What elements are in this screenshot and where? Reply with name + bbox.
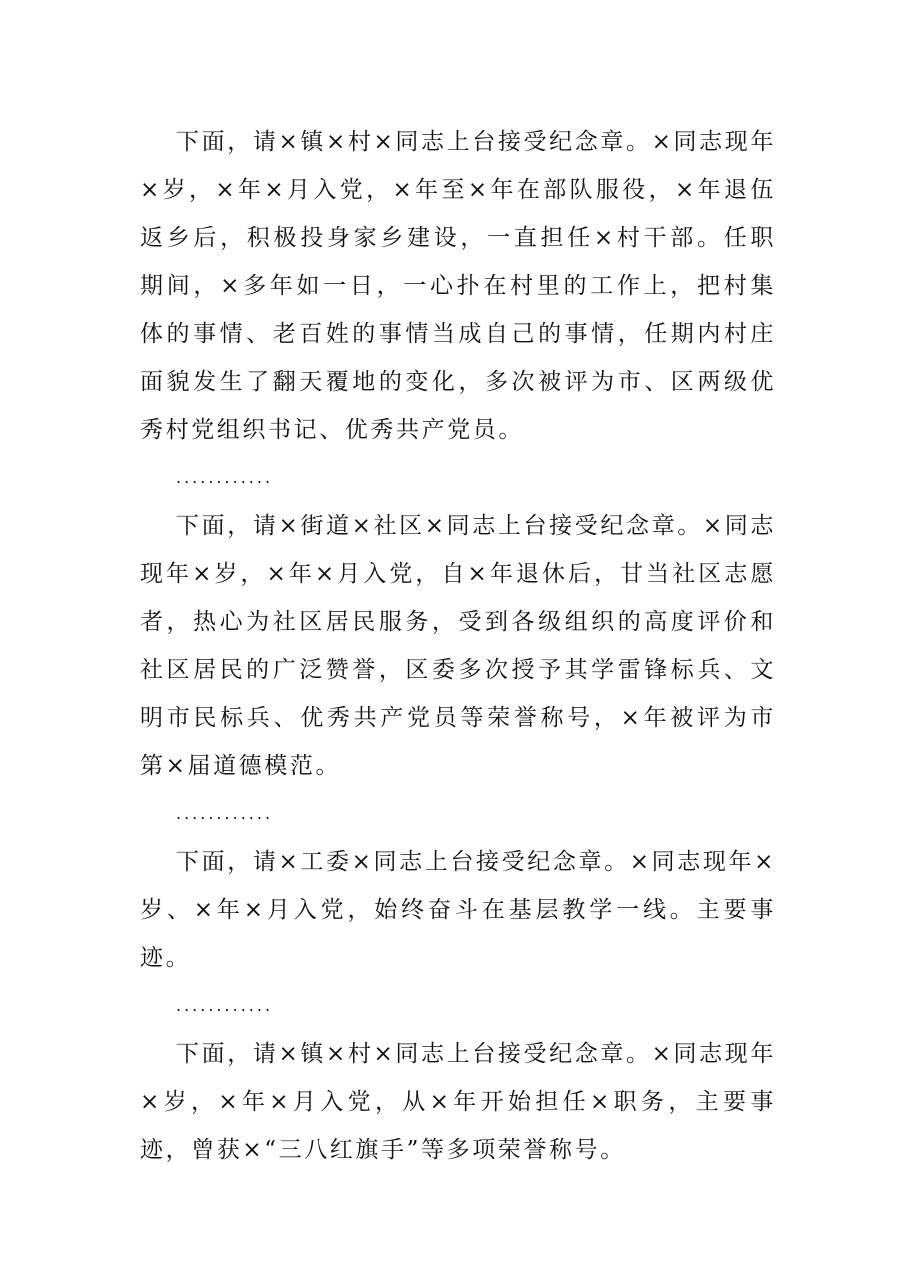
paragraph-4: 下面，请×镇×村×同志上台接受纪念章。×同志现年×岁，×年×月入党，从×年开始担任×职务，主要事迹，曾获×“三八红旗手”等多项荣誉称号。	[140, 1041, 776, 1163]
ellipsis-separator-3: ............	[176, 996, 274, 1015]
paragraph-1: 下面，请×镇×村×同志上台接受纪念章。×同志现年×岁，×年×月入党，×年至×年在部队服役，×年退伍返乡后，积极投身家乡建设，一直担任×村干部。任职期间，×多年如一日，一心扑在村里的工作上，把村集体的事情、老百姓的事情当成自己的事情，任期内村庄面貌发生了翻天覆地的变化，多次被评为市、区两级优秀村党组织书记、优秀共产党员。	[140, 129, 776, 443]
ellipsis-separator-1: ............	[176, 468, 274, 487]
paragraph-2: 下面，请×街道×社区×同志上台接受纪念章。×同志现年×岁，×年×月入党，自×年退休后，甘当社区志愿者，热心为社区居民服务，受到各级组织的高度评价和社区居民的广泛赞誉，区委多次授予其学雷锋标兵、文明市民标兵、优秀共产党员等荣誉称号，×年被评为市第×届道德模范。	[140, 513, 776, 779]
document-page	[140, 118, 776, 1174]
paragraph-3: 下面，请×工委×同志上台接受纪念章。×同志现年×岁、×年×月入党，始终奋斗在基层教学一线。主要事迹。	[140, 849, 776, 971]
ellipsis-separator-2: ............	[176, 804, 274, 823]
